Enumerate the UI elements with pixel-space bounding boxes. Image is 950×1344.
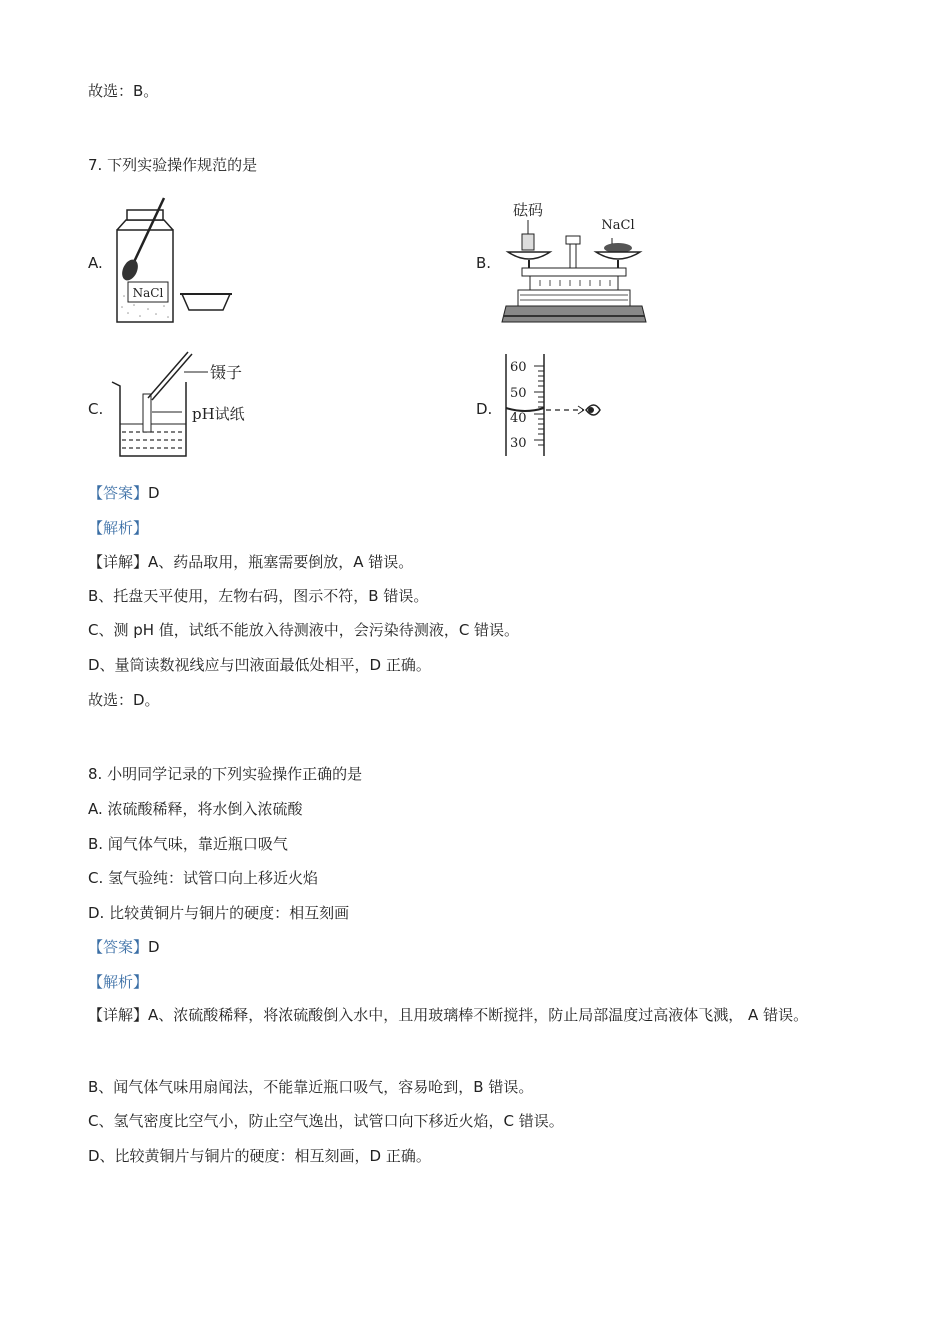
sample-label: NaCl [601, 218, 635, 233]
ph-paper [143, 394, 151, 432]
q7-option-b-figure [500, 198, 650, 328]
q8-analysis-tag: 【解析】 [88, 973, 149, 991]
weight-label: 砝码 [512, 201, 544, 219]
q8-detail-b: B、闻气体气味用扇闻法，不能靠近瓶口吸气，容易呛到，B 错误。 [88, 1078, 534, 1096]
q7-stem: 7. 下列实验操作规范的是 [88, 156, 258, 174]
q7-option-d-figure [500, 352, 610, 458]
eye-icon [586, 405, 600, 415]
tweezers [148, 352, 188, 398]
q8-option-d: D. 比较黄铜片与铜片的硬度：相互刻画 [88, 904, 350, 922]
meniscus [506, 408, 544, 411]
q7-option-a-figure [108, 192, 238, 327]
bottle-label-text: NaCl [132, 286, 164, 300]
q8-option-c: C. 氢气验纯：试管口向上移近火焰 [88, 869, 319, 887]
q7-option-c-figure [108, 348, 258, 463]
tick-label: 40 [510, 411, 527, 426]
q7-detail-a: 【详解】A、药品取用，瓶塞需要倒放，A 错误。 [88, 553, 414, 571]
answer-tag: 【答案】 [88, 484, 149, 502]
q8-answer: D [148, 938, 160, 956]
q7-detail-c: C、测 pH 值，试纸不能放入待测液中，会污染待测液，C 错误。 [88, 621, 520, 639]
tick-label: 50 [510, 386, 527, 401]
q7-answer-line [88, 483, 160, 503]
q7-detail-d: D、量筒读数视线应与凹液面最低处相平，D 正确。 [88, 656, 431, 674]
q7-conclusion: 故选：D。 [88, 691, 160, 709]
q7-answer: D [148, 484, 160, 502]
detail-tag: 【详解】 [88, 1006, 149, 1024]
q7-option-b-label: B. [476, 254, 492, 272]
tweezers-label: 镊子 [210, 363, 243, 382]
q8-answer-line [88, 937, 160, 957]
q8-detail-c: C、氢气密度比空气小，防止空气逸出，试管口向下移近火焰，C 错误。 [88, 1112, 564, 1130]
ph-paper-label: pH试纸 [192, 405, 245, 423]
tick-label: 60 [510, 360, 527, 375]
detail-tag: 【详解】 [88, 553, 149, 571]
q7-option-d-label: D. [476, 400, 493, 418]
q7-option-a-label: A. [88, 254, 103, 272]
q8-option-a: A. 浓硫酸稀释，将水倒入浓硫酸 [88, 800, 303, 818]
answer-tag: 【答案】 [88, 938, 149, 956]
q7-detail-b: B、托盘天平使用，左物右码，图示不符，B 错误。 [88, 587, 429, 605]
previous-answer-conclusion: 故选：B。 [88, 82, 159, 100]
q7-option-c-label: C. [88, 400, 104, 418]
q7-analysis-tag: 【解析】 [88, 519, 149, 537]
bottle-stopper [182, 294, 230, 310]
tick-label: 30 [510, 436, 527, 451]
q8-detail-d: D、比较黄铜片与铜片的硬度：相互刻画，D 正确。 [88, 1147, 431, 1165]
q8-stem: 8. 小明同学记录的下列实验操作正确的是 [88, 765, 363, 783]
q8-option-b: B. 闻气体气味，靠近瓶口吸气 [88, 835, 288, 853]
q8-detail-a: 【详解】A、浓硫酸稀释，将浓硫酸倒入水中，且用玻璃棒不断搅拌，防止局部温度过高液体飞溅， A 错误。 [88, 1006, 809, 1024]
